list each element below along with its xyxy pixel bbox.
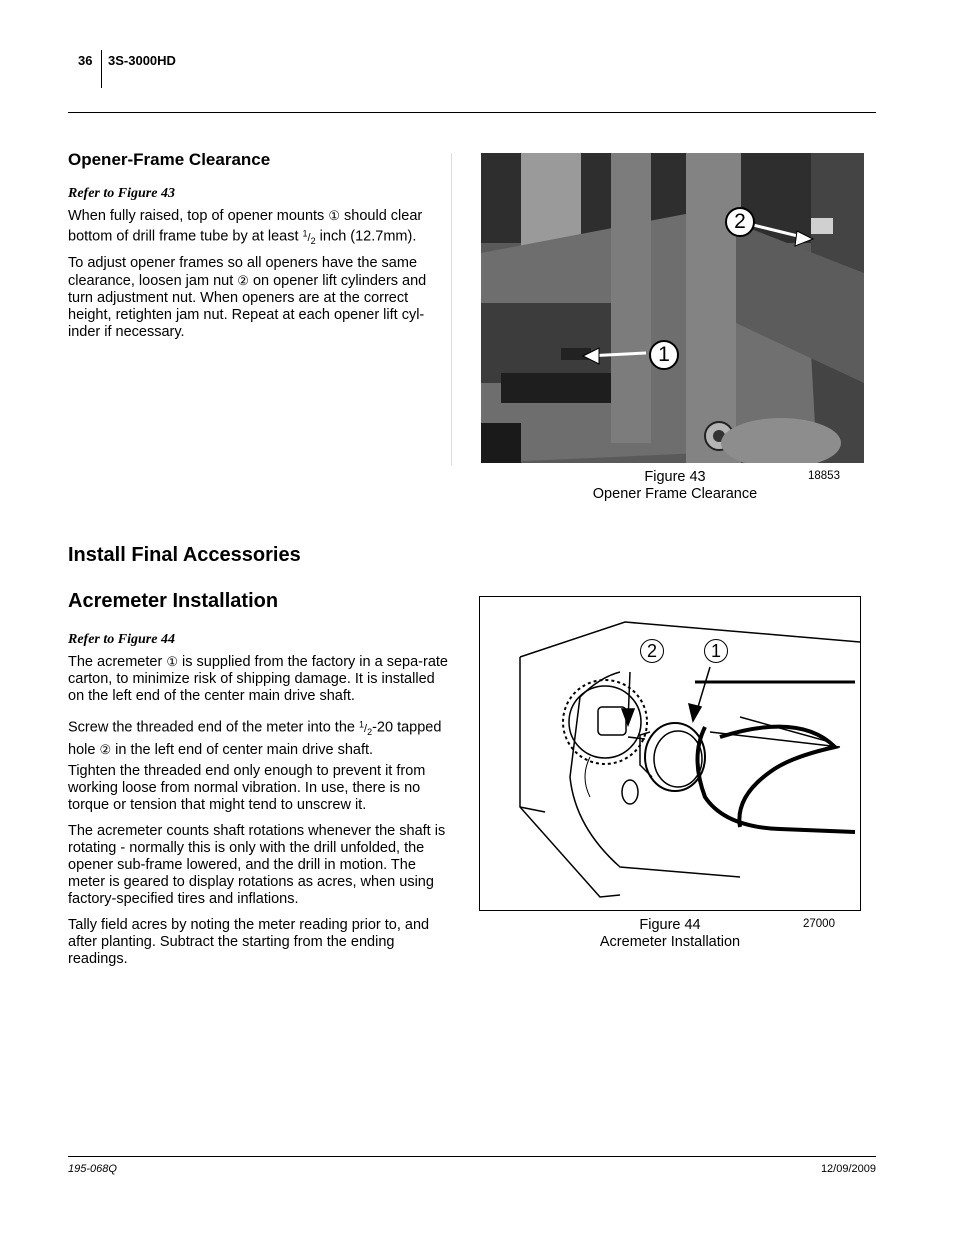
paragraph: The acremeter counts shaft rotations whenever the shaft is rotating - normally this is only with the drill unfolded, the opener sub-frame lowered, and the drill in motion. The meter is geared to display rotations as acres, when using factory-specified tires and inflations. (68, 823, 446, 907)
paragraph: Tighten the threaded end only enough to prevent it from working loose from normal vibration. In use, there is no torque or tension that might tend to unscrew it. (68, 763, 426, 813)
section-title-install-final-accessories: Install Final Accessories (68, 544, 301, 566)
figure-44-caption: Figure 44 Acremeter Installation (599, 917, 741, 950)
footer-date: 12/09/2009 (820, 1163, 876, 1175)
figure-44-illustration (479, 596, 861, 911)
bottom-rule (68, 1156, 876, 1157)
paragraph: The acremeter ① is supplied from the factory in a sepa-rate carton, to minimize risk of shipping damage. It is installed on the left end of the center main drive shaft. (68, 654, 448, 704)
paragraph: When fully raised, top of opener mounts ① should clear bottom of drill frame tube by at least $^1/_2$ inch (12.7mm). (68, 208, 423, 246)
paragraph: Tally field acres by noting the meter reading prior to, and after planting. Subtract the starting from the ending readings. (68, 917, 430, 967)
paragraph: To adjust opener frames so all openers have the same clearance, loosen jam nut ② on opener lift cylinders and turn adjustment nut. When openers are at the correct height, retighten jam nut. Repeat at each opener lift cyl-inder if necessary. (68, 255, 427, 340)
figure-44-id: 27000 (803, 918, 835, 930)
figure-43-id: 18853 (808, 470, 840, 482)
part-number: 195-068Q (68, 1163, 117, 1175)
section-title-opener-frame-clearance: Opener-Frame Clearance (68, 150, 271, 169)
page-number: 36 (78, 53, 93, 68)
figure-43-photo (481, 153, 864, 463)
document-title: 3S-3000HD (108, 53, 176, 68)
section-title-acremeter-installation: Acremeter Installation (68, 590, 279, 612)
callout-2: 2 (640, 639, 664, 663)
callout-1: 1 (704, 639, 728, 663)
figure-reference: Refer to Figure 43 (68, 186, 175, 201)
paragraph: Screw the threaded end of the meter into the $^1/_2-20$ tapped hole ② in the left end of center main drive shaft. (68, 719, 442, 758)
top-rule (68, 112, 876, 113)
header-divider (101, 50, 102, 88)
figure-reference: Refer to Figure 44 (68, 632, 175, 647)
callout-2: 2 (725, 207, 755, 237)
figure-43-caption: Figure 43 Opener Frame Clearance (592, 469, 758, 502)
callout-1: 1 (649, 340, 679, 370)
